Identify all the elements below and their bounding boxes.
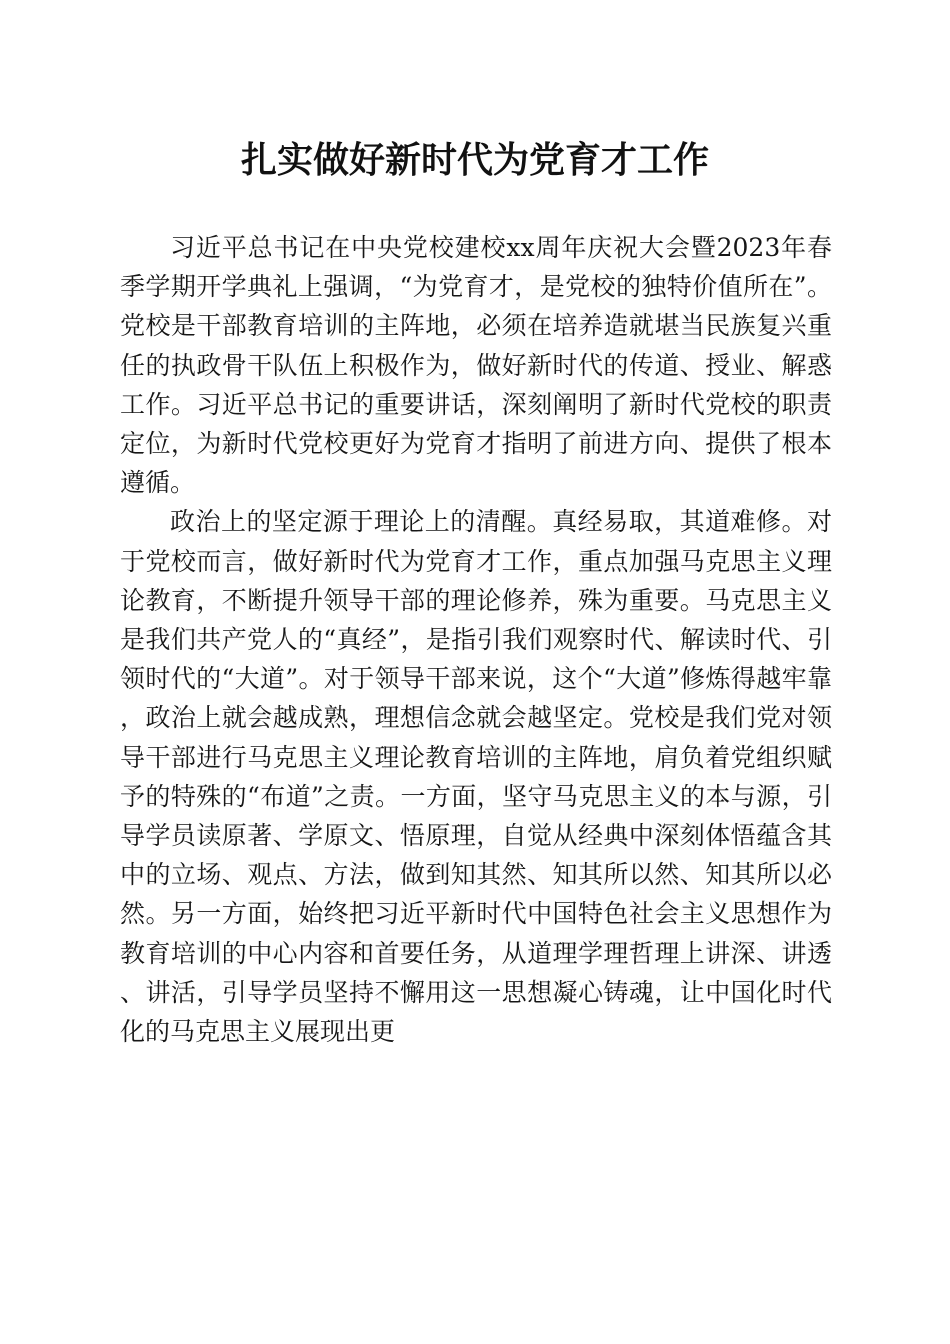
document-body [120, 228, 832, 1051]
paragraph-2: 政治上的坚定源于理论上的清醒。真经易取，其道难修。对于党校而言，做好新时代为党育才工作，重点加强马克思主义理论教育，不断提升领导干部的理论修养，殊为重要。马克思主义是我们共产党人的“真经”，是指引我们观察时代、解读时代、引领时代的“大道”。对于领导干部来说，这个“大道”修炼得越牢靠，政治上就会越成熟，理想信念就会越坚定。党校是我们党对领导干部进行马克思主义理论教育培训的主阵地，肩负着党组织赋予的特殊的“布道”之责。一方面，坚守马克思主义的本与源，引导学员读原著、学原文、悟原理，自觉从经典中深刻体悟蕴含其中的立场、观点、方法，做到知其然、知其所以然、知其所以必然。另一方面，始终把习近平新时代中国特色社会主义思想作为教育培训的中心内容和首要任务，从道理学理哲理上讲深、讲透、讲活，引导学员坚持不懈用这一思想凝心铸魂，让中国化时代化的马克思主义展现出更 [120, 507, 832, 1047]
document-title: 扎实做好新时代为党育才工作 [240, 139, 709, 181]
paragraph-1: 习近平总书记在中央党校建校xx周年庆祝大会暨2023年春季学期开学典礼上强调，“为党育才，是党校的独特价值所在”。党校是干部教育培训的主阵地，必须在培养造就堪当民族复兴重任的执政骨干队伍上积极作为，做好新时代的传道、授业、解惑工作。习近平总书记的重要讲话，深刻阐明了新时代党校的职责定位，为新时代党校更好为党育才指明了前进方向、提供了根本遵循。 [120, 233, 832, 498]
